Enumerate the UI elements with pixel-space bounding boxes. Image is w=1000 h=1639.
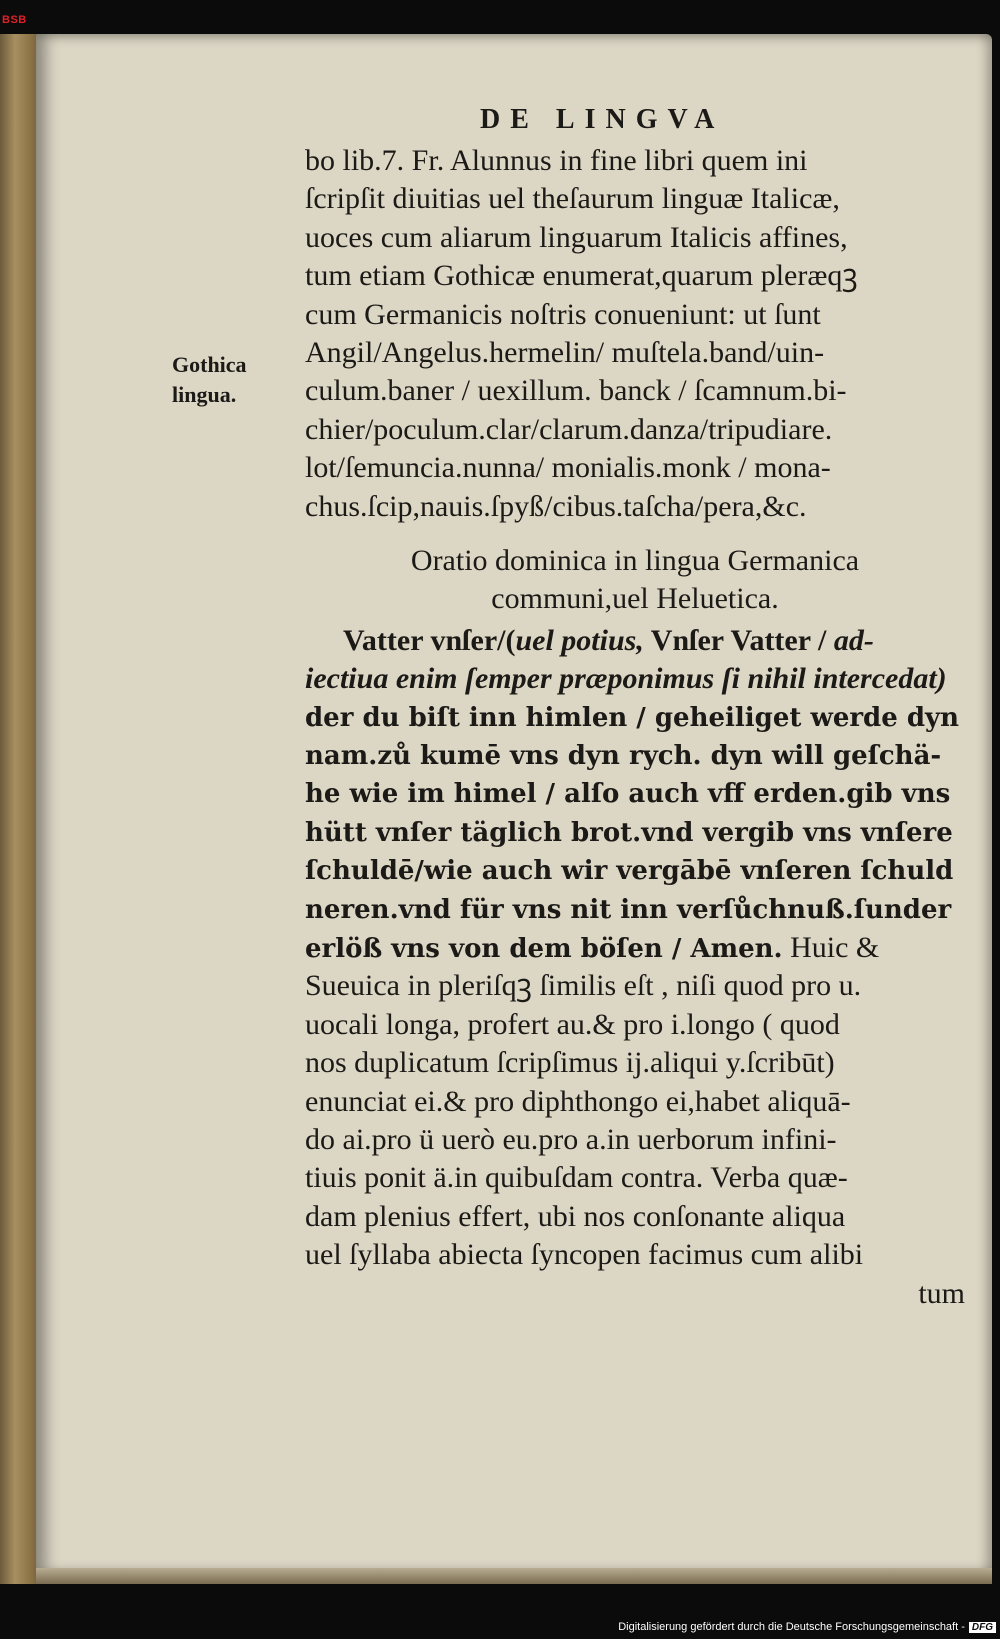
gothic-text-line: der du biſt inn himlen / geheiliget werde dyn <box>305 702 960 733</box>
footer-credit <box>618 1621 996 1633</box>
running-head: DE LINGVA <box>480 104 725 135</box>
margin-note <box>172 350 247 410</box>
paragraph-1 <box>305 142 965 526</box>
text-line: tum etiam Gothicæ enumerat,quarum pleræqꝫ <box>305 259 858 293</box>
gothic-text-line: hütt vnſer täglich brot.vnd vergib vns vnſere <box>305 817 953 848</box>
text-line: Sueuica in pleriſqꝫ ſimilis eſt , niſi quod pro u. <box>305 969 862 1003</box>
italic-fragment: ad- <box>833 623 874 657</box>
catchword: tum <box>918 1276 965 1310</box>
text-line: enunciat ei.& pro diphthongo ei,habet aliquā- <box>305 1084 851 1118</box>
heading-line: communi,uel Heluetica. <box>491 581 779 615</box>
text-line: culum.baner / uexillum. banck / ſcamnum.bi- <box>305 374 847 408</box>
paragraph-2 <box>305 622 965 1313</box>
gothic-fragment: Vatter vnſer/( <box>343 623 516 657</box>
heading-line: Oratio dominica in lingua Germanica <box>410 543 860 577</box>
text-line: ſcripſit diuitias uel theſaurum linguæ Italicæ, <box>305 182 840 216</box>
gothic-text-line: ſchuldē/wie auch wir vergābē vnſeren ſchuld <box>305 856 954 887</box>
text-line: uoces cum aliarum linguarum Italicis affines, <box>305 220 848 254</box>
body-text <box>305 142 965 1313</box>
text-line: uel ſyllaba abiecta ſyncopen facimus cum alibi <box>305 1238 864 1272</box>
gothic-fragment: Vnſer Vatter / <box>643 623 834 657</box>
latin-fragment: Huic & <box>782 931 880 965</box>
text-line: Angil/Angelus.hermelin/ muſtela.band/uin- <box>305 335 825 369</box>
gothic-text-line: neren.vnd für vns nit inn verſůchnuß.ſunder <box>305 894 952 925</box>
page-bottom-edge <box>36 1568 992 1584</box>
gothic-text-line: he wie im himel / alſo auch vff erden.gib vns <box>305 779 951 810</box>
text-line <box>305 929 965 967</box>
text-line: iectiua enim ſemper præponimus ſi nihil intercedat) <box>305 662 947 696</box>
text-line: cum Germanicis noſtris conueniunt: ut ſunt <box>305 297 821 331</box>
gothic-text-line: nam.zů kumē vns dyn rych. dyn will geſchä- <box>305 741 942 772</box>
margin-note-line: lingua. <box>172 382 237 407</box>
text-line: nos duplicatum ſcripſimus ij.aliqui y.ſcribūt) <box>305 1046 835 1080</box>
bsb-watermark: BSB <box>2 14 27 26</box>
text-line: chus.ſcip,nauis.ſpyß/cibus.taſcha/pera,&c. <box>305 489 807 523</box>
gothic-fragment: erlöß vns von dem böſen / Amen. <box>305 934 783 965</box>
credit-text: Digitalisierung gefördert durch die Deutsche Forschungsgemeinschaft - <box>618 1621 965 1633</box>
section-heading <box>305 542 965 618</box>
margin-note-line: Gothica <box>172 352 247 377</box>
dfg-logo: DFG <box>969 1622 996 1633</box>
text-line: uocali longa, profert au.& pro i.longo ( quod <box>305 1007 840 1041</box>
text-line: tiuis ponit ä.in quibuſdam contra. Verba quæ- <box>305 1161 848 1195</box>
text-line: dam plenius effert, ubi nos conſonante aliqua <box>305 1199 846 1233</box>
text-line: do ai.pro ü uerò eu.pro a.in uerborum infini- <box>305 1122 837 1156</box>
text-line: chier/poculum.clar/clarum.danza/tripudiare. <box>305 412 833 446</box>
text-line: bo lib.7. Fr. Alunnus in fine libri quem ini <box>305 144 808 177</box>
text-line <box>305 622 965 660</box>
italic-fragment: uel potius, <box>515 623 644 657</box>
text-line: lot/ſemuncia.nunna/ monialis.monk / mona- <box>305 451 831 485</box>
